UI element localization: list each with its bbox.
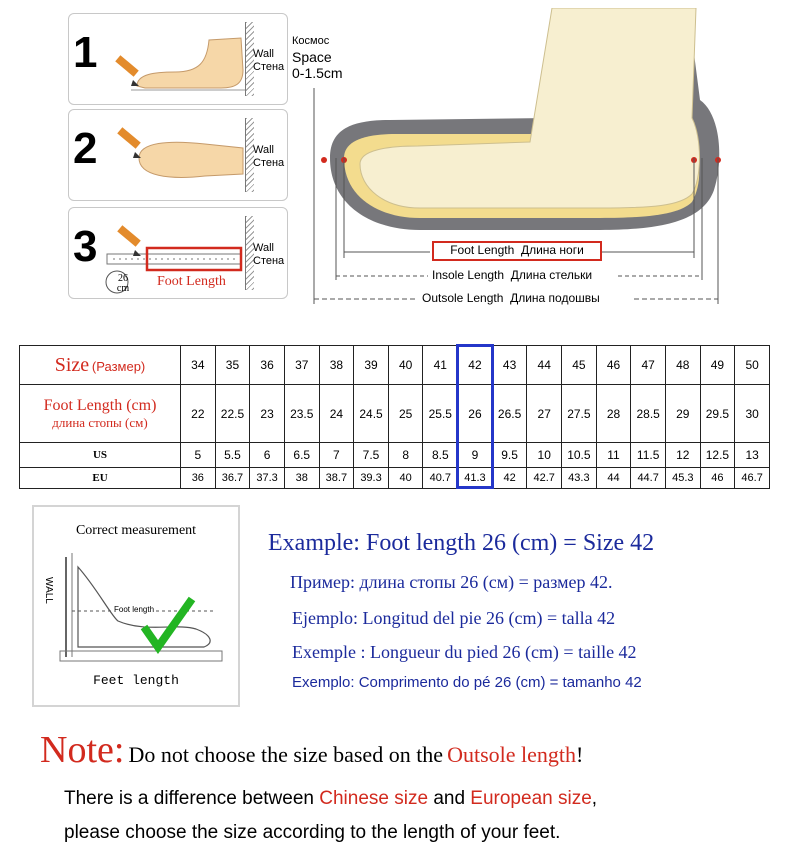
us-size-cell: 13 bbox=[735, 442, 770, 467]
foot-length-cell: 23 bbox=[250, 385, 285, 443]
eu-size-cell: 36 bbox=[181, 467, 216, 488]
example-fr: Exemple : Longueur du pied 26 (cm) = taille 42 bbox=[292, 642, 637, 662]
size-cell: 48 bbox=[665, 346, 700, 385]
size-cell: 47 bbox=[631, 346, 666, 385]
foot-length-small-label: Foot length bbox=[114, 605, 155, 614]
eu-size-cell: 45.3 bbox=[665, 467, 700, 488]
size-cell: 37 bbox=[284, 346, 319, 385]
size-cell: 46 bbox=[596, 346, 631, 385]
foot-length-row bbox=[20, 385, 770, 443]
step-number: 3 bbox=[73, 222, 98, 271]
size-cell: 38 bbox=[319, 346, 354, 385]
shoe-cross-section-diagram bbox=[300, 8, 740, 308]
foot-length-cell: 22.5 bbox=[215, 385, 250, 443]
us-size-cell: 10 bbox=[527, 442, 562, 467]
step-panel-2 bbox=[68, 109, 288, 201]
size-cell: 45 bbox=[562, 346, 597, 385]
us-size-cell: 8.5 bbox=[423, 442, 458, 467]
eu-size-cell: 44 bbox=[596, 467, 631, 488]
wall-label: Wall Стена bbox=[253, 48, 285, 73]
foot-length-cell: 22 bbox=[181, 385, 216, 443]
foot-length-callout: Foot Length Длина ноги bbox=[432, 241, 602, 261]
foot-length-cell: 24.5 bbox=[354, 385, 389, 443]
size-cell: 39 bbox=[354, 346, 389, 385]
wall-label: Wall Стена bbox=[253, 242, 285, 267]
insole-length-label: Insole Length Длина стельки bbox=[432, 268, 593, 282]
size-chart-table bbox=[19, 345, 770, 489]
us-size-cell: 6 bbox=[250, 442, 285, 467]
us-header: US bbox=[20, 442, 181, 467]
foot-length-cell: 26 bbox=[458, 385, 493, 443]
eu-size-cell: 46.7 bbox=[735, 467, 770, 488]
us-size-cell: 7.5 bbox=[354, 442, 389, 467]
foot-length-cell: 25.5 bbox=[423, 385, 458, 443]
note-text: Do not choose the size based on the bbox=[128, 742, 444, 767]
eu-size-cell: 38.7 bbox=[319, 467, 354, 488]
foot-length-header: Foot Length (cm) длина стопы (см) bbox=[20, 385, 181, 443]
us-size-cell: 7 bbox=[319, 442, 354, 467]
us-row bbox=[20, 442, 770, 467]
size-cell: 43 bbox=[492, 346, 527, 385]
correct-measurement-panel bbox=[32, 505, 240, 707]
us-size-cell: 5 bbox=[181, 442, 216, 467]
eu-size-cell: 44.7 bbox=[631, 467, 666, 488]
size-cell: 35 bbox=[215, 346, 250, 385]
foot-length-cell: 28 bbox=[596, 385, 631, 443]
outsole-length-label: Outsole Length Длина подошвы bbox=[422, 291, 600, 305]
difference-line-1: There is a difference between Chinese size and European size, bbox=[64, 788, 598, 809]
foot-length-cell: 24 bbox=[319, 385, 354, 443]
eu-size-cell: 43.3 bbox=[562, 467, 597, 488]
pencil-icon bbox=[117, 127, 141, 158]
us-size-cell: 10.5 bbox=[562, 442, 597, 467]
pencil-icon bbox=[117, 225, 141, 256]
example-es: Ejemplo: Longitud del pie 26 (cm) = talla 42 bbox=[292, 608, 616, 628]
us-size-cell: 12.5 bbox=[700, 442, 735, 467]
eu-size-cell: 40 bbox=[388, 467, 423, 488]
size-cell: 41 bbox=[423, 346, 458, 385]
pencil-icon bbox=[115, 55, 139, 86]
size-cell: 40 bbox=[388, 346, 423, 385]
us-size-cell: 12 bbox=[665, 442, 700, 467]
foot-top-illustration bbox=[109, 118, 249, 194]
size-row bbox=[20, 346, 770, 385]
eu-size-cell: 37.3 bbox=[250, 467, 285, 488]
ruler-value-label: 26 cm bbox=[116, 273, 130, 294]
wall-vertical-label: WALL bbox=[43, 577, 54, 604]
foot-length-cell: 26.5 bbox=[492, 385, 527, 443]
us-size-cell: 8 bbox=[388, 442, 423, 467]
note-highlight: Outsole length bbox=[447, 742, 577, 767]
foot-length-cell: 29 bbox=[665, 385, 700, 443]
foot-length-cell: 30 bbox=[735, 385, 770, 443]
eu-size-cell: 40.7 bbox=[423, 467, 458, 488]
size-cell: 34 bbox=[181, 346, 216, 385]
correct-measurement-title: Correct measurement bbox=[75, 523, 197, 538]
note-line: Note: Do not choose the size based on the Outsole length! bbox=[40, 729, 584, 771]
foot-length-cell: 28.5 bbox=[631, 385, 666, 443]
size-cell: 36 bbox=[250, 346, 285, 385]
size-cell: 50 bbox=[735, 346, 770, 385]
size-header: Size (Размер) bbox=[20, 346, 181, 385]
foot-side-illustration bbox=[109, 22, 249, 98]
eu-header: EU bbox=[20, 467, 181, 488]
example-ru: Пример: длина стопы 26 (см) = размер 42. bbox=[290, 572, 613, 592]
step-number: 2 bbox=[73, 124, 98, 173]
eu-size-cell: 39.3 bbox=[354, 467, 389, 488]
step-panel-1 bbox=[68, 13, 288, 105]
eu-size-cell: 42 bbox=[492, 467, 527, 488]
eu-size-cell: 42.7 bbox=[527, 467, 562, 488]
eu-size-cell: 41.3 bbox=[458, 467, 493, 488]
us-size-cell: 9 bbox=[458, 442, 493, 467]
foot-length-cell: 23.5 bbox=[284, 385, 319, 443]
eu-size-cell: 46 bbox=[700, 467, 735, 488]
foot-length-cell: 25 bbox=[388, 385, 423, 443]
space-label: Космос Space 0-1.5cm bbox=[292, 35, 343, 81]
size-cell: 42 bbox=[458, 346, 493, 385]
feet-length-label: Feet length bbox=[93, 673, 179, 688]
size-cell: 49 bbox=[700, 346, 735, 385]
example-en: Example: Foot length 26 (cm) = Size 42 bbox=[268, 530, 655, 556]
us-size-cell: 5.5 bbox=[215, 442, 250, 467]
foot-length-cell: 29.5 bbox=[700, 385, 735, 443]
eu-row bbox=[20, 467, 770, 488]
note-label: Note: bbox=[40, 729, 125, 771]
us-size-cell: 11.5 bbox=[631, 442, 666, 467]
step-panel-3 bbox=[68, 207, 288, 299]
wall-label: Wall Стена bbox=[253, 144, 285, 169]
us-size-cell: 9.5 bbox=[492, 442, 527, 467]
eu-size-cell: 38 bbox=[284, 467, 319, 488]
difference-line-2: please choose the size according to the length of your feet. bbox=[64, 822, 561, 843]
example-pt: Exemplo: Comprimento do pé 26 (cm) = tamanho 42 bbox=[292, 674, 642, 691]
us-size-cell: 11 bbox=[596, 442, 631, 467]
us-size-cell: 6.5 bbox=[284, 442, 319, 467]
foot-length-label: Foot Length bbox=[157, 274, 226, 289]
foot-length-cell: 27 bbox=[527, 385, 562, 443]
step-number: 1 bbox=[73, 28, 98, 77]
eu-size-cell: 36.7 bbox=[215, 467, 250, 488]
foot-length-cell: 27.5 bbox=[562, 385, 597, 443]
size-cell: 44 bbox=[527, 346, 562, 385]
